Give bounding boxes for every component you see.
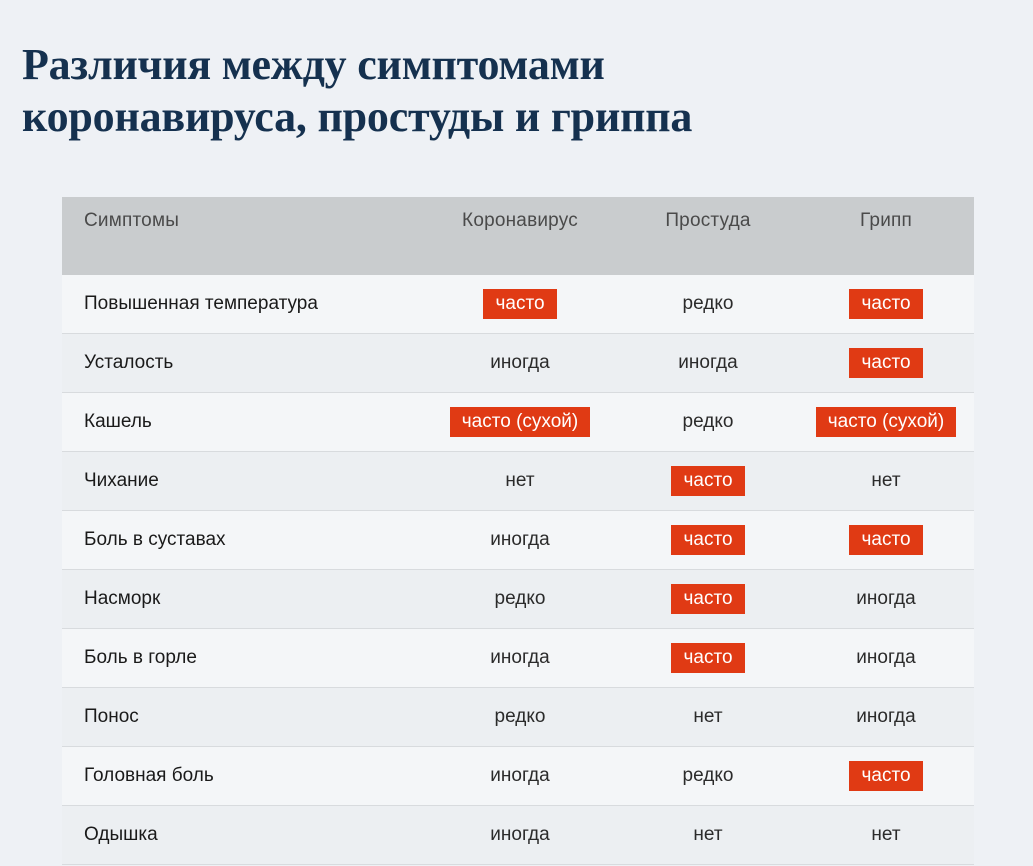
- table-row: [62, 747, 974, 806]
- symptom-name-cell: Одышка: [62, 806, 422, 865]
- table-row: [62, 806, 974, 865]
- table-body: [62, 275, 974, 865]
- header-spacer-cell: [62, 245, 422, 275]
- value-cell-flu: [798, 688, 974, 747]
- value-badge: часто: [671, 525, 744, 555]
- value-text: редко: [682, 765, 734, 787]
- infographic-page: [0, 29, 1033, 866]
- page-title-line-2: коронавируса, простуды и гриппа: [22, 92, 693, 142]
- header-spacer-cell: [798, 245, 974, 275]
- value-cell-cold: [618, 511, 798, 570]
- column-header-symptoms: Симптомы: [62, 197, 422, 245]
- value-cell-coronavirus: [422, 452, 618, 511]
- value-cell-cold: [618, 688, 798, 747]
- value-cell-flu: [798, 570, 974, 629]
- value-text: редко: [682, 293, 734, 315]
- value-cell-flu: [798, 511, 974, 570]
- table-row: [62, 393, 974, 452]
- value-cell-cold: [618, 806, 798, 865]
- value-badge: часто: [671, 466, 744, 496]
- page-title: [0, 29, 1033, 143]
- header-spacer-cell: [618, 245, 798, 275]
- value-cell-coronavirus: [422, 570, 618, 629]
- value-text: редко: [494, 588, 546, 610]
- comparison-table-container: [62, 197, 974, 865]
- symptom-name-cell: Боль в суставах: [62, 511, 422, 570]
- value-cell-coronavirus: [422, 629, 618, 688]
- value-text: редко: [682, 411, 734, 433]
- value-cell-coronavirus: [422, 688, 618, 747]
- value-badge: часто: [671, 584, 744, 614]
- symptom-name-cell: Боль в горле: [62, 629, 422, 688]
- value-text: нет: [693, 706, 723, 728]
- value-cell-flu: [798, 393, 974, 452]
- value-badge: часто: [849, 289, 922, 319]
- value-badge: часто: [849, 348, 922, 378]
- value-badge: часто (сухой): [450, 407, 590, 437]
- value-text: иногда: [490, 352, 550, 374]
- header-spacer-cell: [422, 245, 618, 275]
- value-cell-flu: [798, 806, 974, 865]
- value-cell-flu: [798, 452, 974, 511]
- value-cell-coronavirus: [422, 747, 618, 806]
- value-text: иногда: [856, 647, 916, 669]
- table-row: [62, 452, 974, 511]
- value-cell-coronavirus: [422, 511, 618, 570]
- column-header-coronavirus: Коронавирус: [422, 197, 618, 245]
- value-cell-coronavirus: [422, 806, 618, 865]
- value-text: иногда: [490, 765, 550, 787]
- table-row: [62, 688, 974, 747]
- value-cell-flu: [798, 275, 974, 334]
- value-cell-coronavirus: [422, 275, 618, 334]
- value-cell-coronavirus: [422, 393, 618, 452]
- value-cell-flu: [798, 629, 974, 688]
- value-badge: часто: [483, 289, 556, 319]
- symptom-name-cell: Понос: [62, 688, 422, 747]
- value-text: иногда: [490, 529, 550, 551]
- value-badge: часто: [671, 643, 744, 673]
- value-cell-cold: [618, 275, 798, 334]
- table-row: [62, 275, 974, 334]
- value-cell-cold: [618, 393, 798, 452]
- table-row: [62, 511, 974, 570]
- column-header-cold: Простуда: [618, 197, 798, 245]
- value-text: нет: [871, 470, 901, 492]
- table-header-spacer-row: [62, 245, 974, 275]
- table-row: [62, 629, 974, 688]
- page-title-line-1: Различия между симптомами: [22, 40, 605, 90]
- table-header-row: [62, 197, 974, 245]
- value-cell-cold: [618, 452, 798, 511]
- symptom-name-cell: Головная боль: [62, 747, 422, 806]
- value-cell-cold: [618, 747, 798, 806]
- symptom-comparison-table: [62, 197, 974, 865]
- value-text: иногда: [490, 647, 550, 669]
- value-text: нет: [505, 470, 535, 492]
- value-cell-coronavirus: [422, 334, 618, 393]
- value-text: иногда: [490, 824, 550, 846]
- table-head: [62, 197, 974, 275]
- symptom-name-cell: Повышенная температура: [62, 275, 422, 334]
- symptom-name-cell: Усталость: [62, 334, 422, 393]
- column-header-flu: Грипп: [798, 197, 974, 245]
- symptom-name-cell: Насморк: [62, 570, 422, 629]
- value-text: иногда: [856, 588, 916, 610]
- value-text: иногда: [856, 706, 916, 728]
- value-cell-cold: [618, 570, 798, 629]
- table-row: [62, 334, 974, 393]
- value-text: нет: [871, 824, 901, 846]
- value-text: редко: [494, 706, 546, 728]
- value-badge: часто: [849, 761, 922, 791]
- value-text: иногда: [678, 352, 738, 374]
- symptom-name-cell: Чихание: [62, 452, 422, 511]
- value-cell-cold: [618, 334, 798, 393]
- value-text: нет: [693, 824, 723, 846]
- value-badge: часто (сухой): [816, 407, 956, 437]
- table-row: [62, 570, 974, 629]
- value-cell-flu: [798, 747, 974, 806]
- value-badge: часто: [849, 525, 922, 555]
- value-cell-cold: [618, 629, 798, 688]
- symptom-name-cell: Кашель: [62, 393, 422, 452]
- value-cell-flu: [798, 334, 974, 393]
